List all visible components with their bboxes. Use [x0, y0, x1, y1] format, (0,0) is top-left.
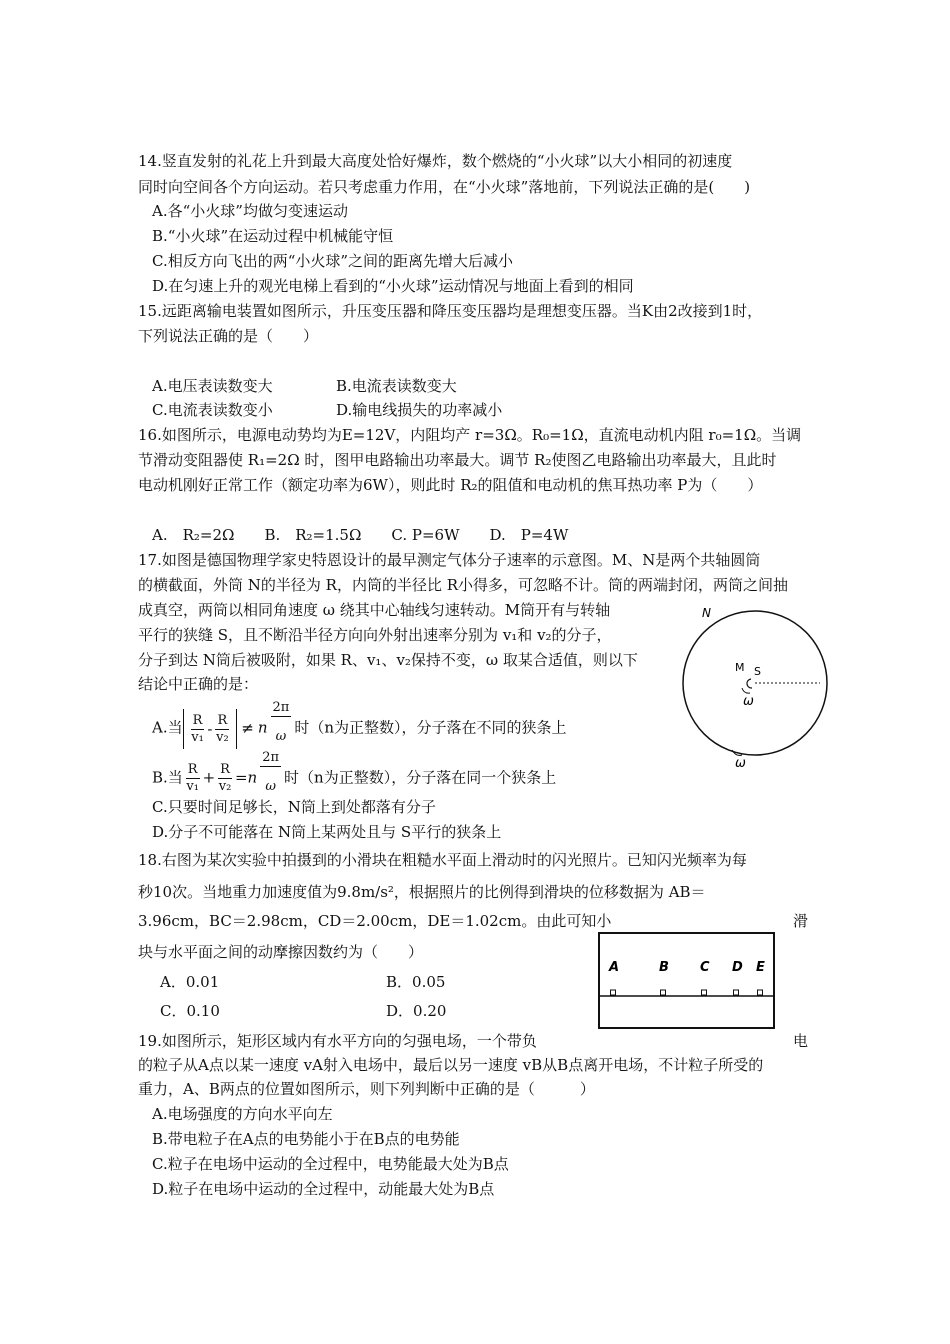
q19-stem-line2: 的粒子从A点以某一速度 vA射入电场中，最后以另一速度 vB从B点离开电场，不计粒子所受的	[138, 1056, 764, 1074]
q19-stem-line1: 19.如图所示，矩形区域内有水平方向的匀强电场，一个带负	[138, 1032, 537, 1050]
fraction-2pi-omega	[271, 700, 292, 757]
numerator: 2π	[262, 750, 280, 765]
block-position-d	[734, 990, 739, 995]
fraction-r-v2	[218, 762, 232, 795]
q15-option-c: C.电流表读数变小	[152, 401, 273, 419]
block-position-c	[702, 990, 707, 995]
q17-option-a	[152, 700, 567, 757]
inner-rotation-arrow	[742, 688, 750, 693]
q17-stem-line3: 成真空，两筒以相同角速度 ω 绕其中心轴线匀速转动。M筒开有与转轴	[138, 601, 611, 619]
flash-points	[608, 960, 765, 995]
q15-stem-line2: 下列说法正确的是（ ）	[138, 327, 319, 345]
label-omega-inner: ω	[743, 694, 754, 709]
q18-option-d: D．0.20	[386, 1002, 447, 1020]
q18-option-a: A．0.01	[160, 973, 220, 991]
q18-stem-line3-end: 滑	[793, 912, 809, 930]
q18-stem-line1: 18.右图为某次实验中拍摄到的小滑块在粗糙水平面上滑动时的闪光照片。已知闪光频率为每	[138, 851, 747, 869]
q16-stem-line1: 16.如图所示，电源电动势均为E=12V，内阻均产 r=3Ω。R₀=1Ω，直流电动机内阻 r₀=1Ω。当调	[138, 426, 802, 444]
point-label-d: D	[732, 960, 743, 975]
q18-stem-line2: 秒10次。当地重力加速度值为9.8m/s²，根据照片的比例得到滑块的位移数据为 AB＝	[138, 883, 706, 901]
option-b-suffix: 时（n为正整数），分子落在同一个狭条上	[284, 768, 557, 787]
point-label-e: E	[756, 960, 765, 975]
fraction-r-v2	[215, 713, 229, 746]
not-equal-sign: ≠	[241, 718, 254, 737]
q15-option-d: D.输电线损失的功率减小	[336, 401, 503, 419]
q14-option-c: C.相反方向飞出的两“小火球”之间的距离先增大后减小	[152, 252, 514, 270]
q14-stem-line1: 14.竖直发射的礼花上升到最大高度处恰好爆炸，数个燃烧的“小火球”以大小相同的初速度	[138, 152, 733, 170]
photo-frame	[599, 933, 774, 1028]
point-label-a: A	[609, 960, 620, 975]
block-position-b	[661, 990, 666, 995]
q17-stem-line4: 平行的狭缝 S，且不断沿半径方向向外射出速率分别为 v₁和 v₂的分子，	[138, 626, 612, 644]
q15-option-a: A.电压表读数变大	[152, 377, 273, 395]
plus-sign: +	[202, 768, 216, 787]
q17-option-c: C.只要时间足够长，N筒上到处都落有分子	[152, 798, 436, 816]
q14-option-b: B.“小火球”在运动过程中机械能守恒	[152, 227, 394, 245]
q14-option-d: D.在匀速上升的观光电梯上看到的“小火球”运动情况与地面上看到的相同	[152, 277, 634, 295]
q15-option-b: B.电流表读数变大	[336, 377, 457, 395]
label-m: M	[735, 661, 745, 674]
numerator: R	[192, 713, 203, 728]
q16-options: A. R₂=2Ω B. R₂=1.5Ω C. P=6W D. P=4W	[152, 526, 569, 544]
q17-option-d: D.分子不可能落在 N筒上某两处且与 S平行的狭条上	[152, 823, 502, 841]
denominator: v₂	[216, 730, 229, 745]
option-a-suffix: 时（n为正整数），分子落在不同的狭条上	[294, 718, 567, 737]
flash-photo-diagram	[598, 932, 778, 1030]
inner-cylinder-m	[747, 679, 752, 688]
q17-stem-line5: 分子到达 N筒后被吸附，如果 R、v₁、v₂保持不变，ω 取某合适值，则以下	[138, 651, 638, 669]
denominator: ω	[275, 729, 287, 744]
label-s: S	[754, 665, 761, 678]
minus-sign: -	[207, 719, 213, 738]
equal-sign: =	[234, 768, 248, 787]
q17-stem-line2: 的横截面，外筒 N的半径为 R，内筒的半径比 R小得多，可忽略不计。筒的两端封闭，两筒之间抽	[138, 576, 789, 594]
cylinders-diagram	[670, 595, 840, 770]
q19-stem-line3: 重力，A、B两点的位置如图所示，则下列判断中正确的是（ ）	[138, 1080, 595, 1098]
abs-expression	[183, 709, 238, 749]
q18-stem-line3: 3.96cm，BC＝2.98cm，CD＝2.00cm，DE＝1.02cm。由此可知小	[138, 912, 612, 930]
block-position-a	[611, 990, 616, 995]
option-b-prefix: B.当	[152, 768, 183, 787]
numerator: R	[217, 713, 228, 728]
n-symbol: n	[257, 718, 268, 737]
point-label-b: B	[659, 960, 669, 975]
q19-stem-line1-end: 电	[793, 1032, 809, 1050]
numerator: R	[220, 762, 230, 777]
q19-option-d: D.粒子在电场中运动的全过程中，动能最大处为B点	[152, 1180, 495, 1198]
q17-stem-line1: 17.如图是德国物理学家史特恩设计的最早测定气体分子速率的示意图。M、N是两个共轴圆筒	[138, 551, 761, 569]
option-a-prefix: A.当	[152, 718, 183, 737]
q19-option-b: B.带电粒子在A点的电势能小于在B点的电势能	[152, 1130, 460, 1148]
q17-stem-line6: 结论中正确的是：	[138, 675, 259, 693]
q15-stem-line1: 15.远距离输电装置如图所示，升压变压器和降压变压器均是理想变压器。当K由2改接到1时，	[138, 302, 763, 320]
denominator: ω	[265, 779, 276, 794]
denominator: v₁	[186, 779, 199, 794]
denominator: v₂	[218, 779, 232, 794]
block-position-e	[758, 990, 763, 995]
numerator: R	[187, 762, 198, 777]
label-n: N	[702, 606, 711, 620]
q14-option-a: A.各“小火球”均做匀变速运动	[152, 202, 348, 220]
point-label-c: C	[700, 960, 710, 975]
n-symbol: n	[247, 768, 258, 787]
q16-stem-line3: 电动机刚好正常工作（额定功率为6W），则此时 R₂的阻值和电动机的焦耳热功率 P为（ ）	[138, 476, 763, 494]
fraction-r-v1	[186, 762, 200, 795]
fraction-r-v1	[191, 713, 205, 746]
q18-stem-line4: 块与水平面之间的动摩擦因数约为（ ）	[138, 943, 424, 961]
q18-option-c: C．0.10	[160, 1002, 220, 1020]
q14-stem-line2: 同时向空间各个方向运动。若只考虑重力作用，在“小火球”落地前，下列说法正确的是( )	[138, 178, 751, 196]
q19-option-c: C.粒子在电场中运动的全过程中，电势能最大处为B点	[152, 1155, 509, 1173]
q16-stem-line2: 节滑动变阻器使 R₁=2Ω 时，图甲电路输出功率最大。调节 R₂使图乙电路输出功率最大，且此时	[138, 451, 777, 469]
denominator: v₁	[191, 730, 204, 745]
label-omega-outer: ω	[735, 756, 746, 770]
numerator: 2π	[272, 700, 290, 715]
q18-option-b: B．0.05	[386, 973, 446, 991]
q19-option-a: A.电场强度的方向水平向左	[152, 1105, 333, 1123]
